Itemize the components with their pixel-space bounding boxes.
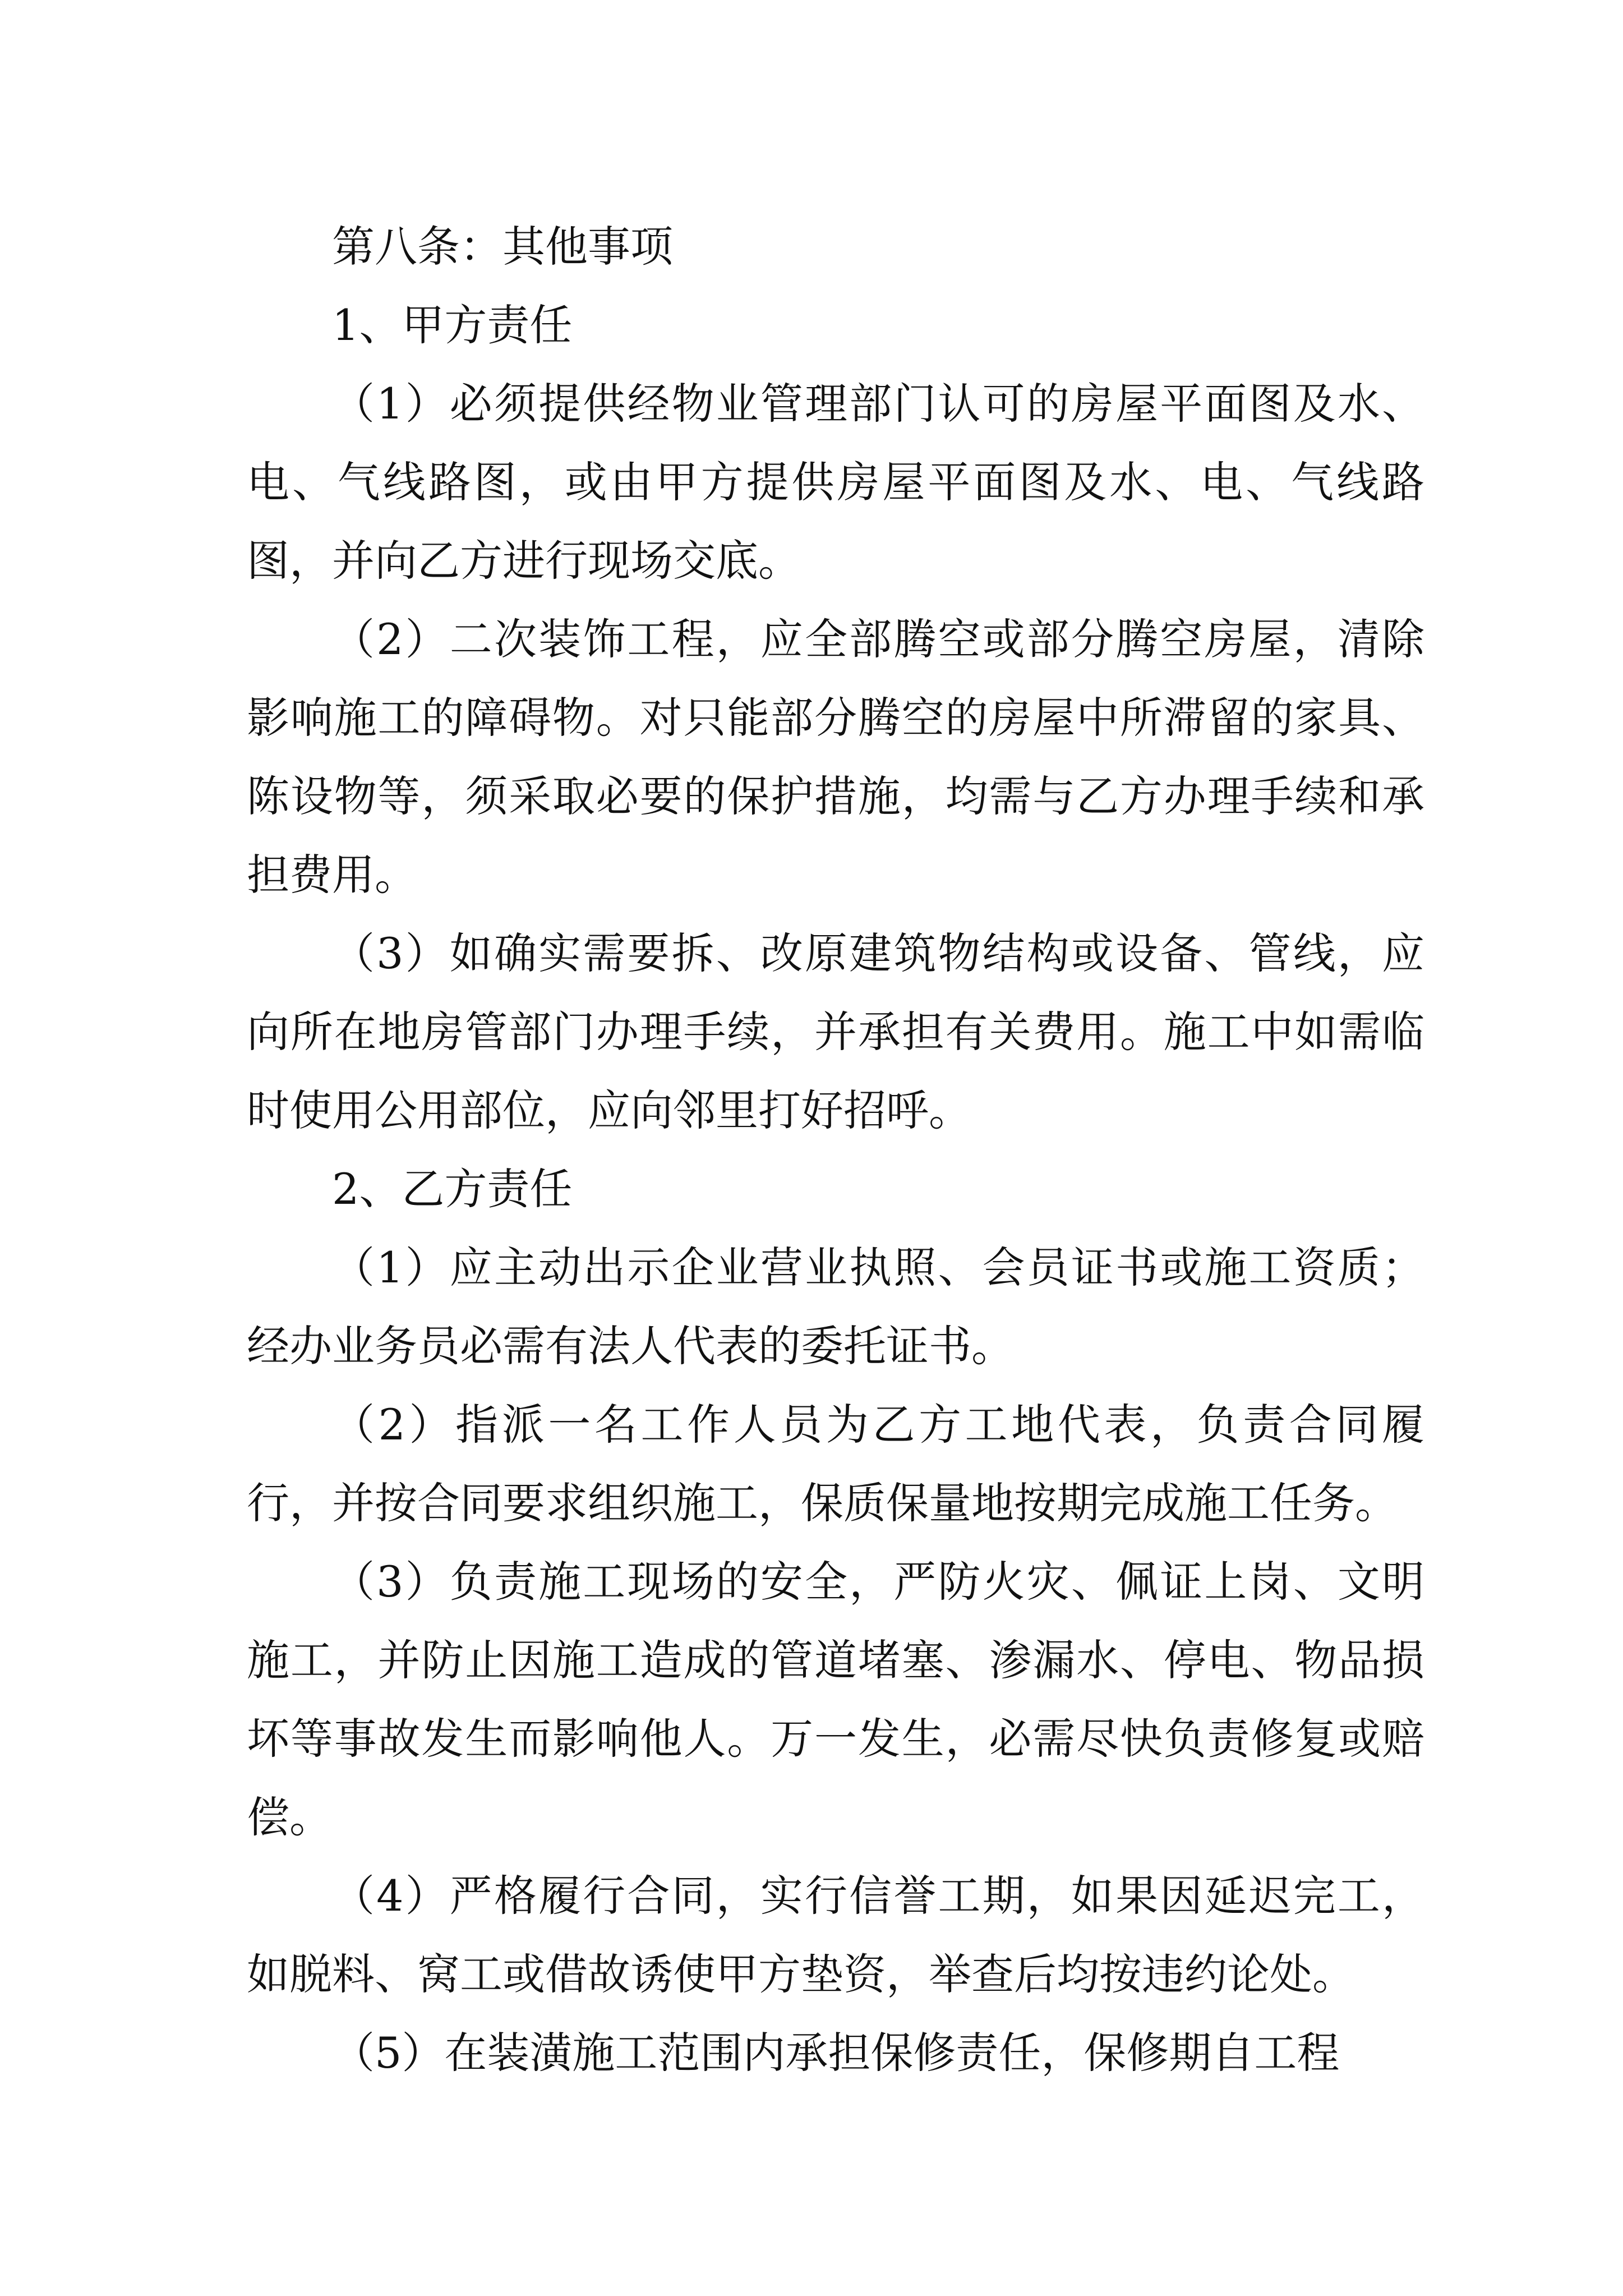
party-b-clause-2: （2）指派一名工作人员为乙方工地代表，负责合同履行，并按合同要求组织施工，保质保量地按期完成施工任务。 bbox=[247, 1400, 1424, 1528]
party-b-clause-4: （4）严格履行合同，实行信誉工期，如果因延迟完工，如脱料、窝工或借故诱使甲方垫资，举查后均按违约论处。 bbox=[247, 1871, 1424, 1999]
party-a-clause-3: （3）如确实需要拆、改原建筑物结构或设备、管线，应向所在地房管部门办理手续，并承担有关费用。施工中如需临时使用公用部位，应向邻里打好招呼。 bbox=[247, 928, 1424, 1135]
party-b-clause-5: （5）在装潢施工范围内承担保修责任，保修期自工程 bbox=[332, 2028, 1340, 2078]
party-b-clause-1: （1）应主动出示企业营业执照、会员证书或施工资质；经办业务员必需有法人代表的委托证书。 bbox=[247, 1243, 1424, 1371]
section-heading-party-a: 1、甲方责任 bbox=[332, 300, 573, 350]
article-title: 第八条：其他事项 bbox=[332, 222, 673, 272]
party-b-clause-3: （3）负责施工现场的安全，严防火灾、佩证上岗、文明施工，并防止因施工造成的管道堵塞、渗漏水、停电、物品损坏等事故发生而影响他人。万一发生，必需尽快负责修复或赔偿。 bbox=[247, 1557, 1424, 1842]
party-a-clause-1: （1）必须提供经物业管理部门认可的房屋平面图及水、电、气线路图，或由甲方提供房屋平面图及水、电、气线路图，并向乙方进行现场交底。 bbox=[247, 379, 1424, 586]
document-body bbox=[247, 208, 1424, 2092]
section-heading-party-b: 2、乙方责任 bbox=[332, 1164, 573, 1214]
party-a-clause-2: （2）二次装饰工程，应全部腾空或部分腾空房屋，清除影响施工的障碍物。对只能部分腾空的房屋中所滞留的家具、陈设物等，须采取必要的保护措施，均需与乙方办理手续和承担费用。 bbox=[247, 614, 1424, 900]
